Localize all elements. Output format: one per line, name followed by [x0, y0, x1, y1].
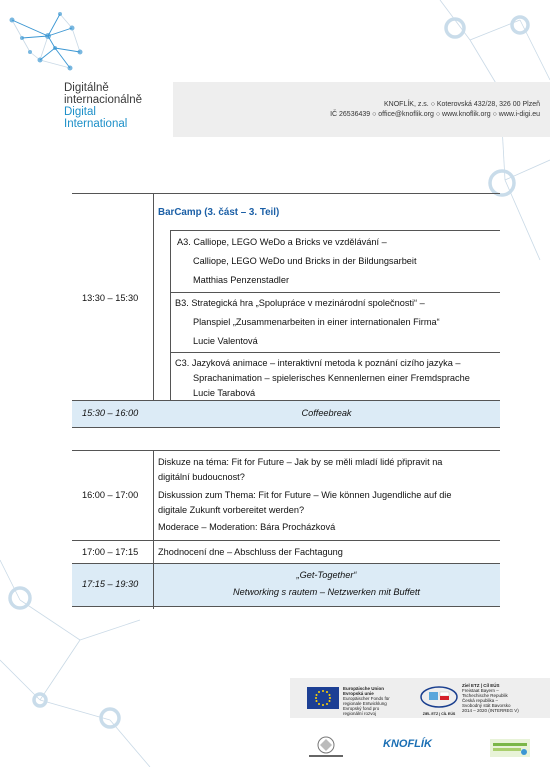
- discussion-rule-top: [72, 450, 500, 451]
- contact-ids: IČ 26536439 ○ office@knoflik.org ○ www.knoflik.org ○ www.i-digi.eu: [330, 111, 540, 118]
- session-rule-2: [170, 292, 500, 293]
- eu-line-2: Evropská unie: [343, 691, 374, 696]
- discussion-de-2: digitale Zukunft vorbereitet werden?: [158, 505, 305, 515]
- session-divider: [170, 230, 171, 400]
- eu-line-5: Evropský fond pro: [343, 706, 380, 711]
- ziel-text: [462, 683, 519, 713]
- together-subtitle: Networking s rautem – Netzwerken mit Buffett: [233, 587, 420, 597]
- session-b3-speaker: Lucie Valentová: [193, 336, 258, 346]
- barcamp-title: BarCamp (3. část – 3. Teil): [158, 207, 280, 218]
- together-title: „Get-Together“: [296, 570, 357, 580]
- session-a3-line2: Calliope, LEGO WeDo und Bricks in der Bildungsarbeit: [193, 256, 417, 266]
- session-c3-line2: Sprachanimation – spielerisches Kennenlernen einer Fremdsprache: [193, 373, 470, 383]
- time-column-divider: [153, 193, 154, 400]
- logo-line-2: internacionálně: [64, 94, 143, 106]
- table-rule-top: [72, 193, 500, 194]
- session-c3-line1: C3. Jazyková animace – interaktivní metoda k poznání cizího jazyka –: [175, 358, 461, 368]
- eu-line-6: regionální rozvoj: [343, 711, 377, 716]
- eu-flag-icon: [307, 687, 339, 709]
- closing-rule-top: [72, 540, 500, 541]
- eu-line-4: regionale Entwicklung: [343, 701, 387, 706]
- ziel-line-1: Ziel ETZ | Cíl EÚS: [462, 683, 500, 688]
- eu-line-3: Europäischer Fonds für: [343, 696, 390, 701]
- discussion-time: 16:00 – 17:00: [82, 490, 139, 500]
- discussion-moderator: Moderace – Moderation: Bára Procházková: [158, 522, 336, 532]
- contact-block: [330, 100, 540, 120]
- logo-line-4: International: [64, 118, 128, 130]
- barcamp-time: 13:30 – 15:30: [82, 293, 139, 303]
- logo-line-1: Digitálně: [64, 82, 109, 94]
- session-a3-speaker: Matthias Penzenstadler: [193, 275, 290, 285]
- partner-emblem-icon: [305, 735, 347, 759]
- ziel-line-5: Svobodný stát Bavorsko: [462, 703, 511, 708]
- logo-text: [64, 82, 142, 130]
- eu-line-1: Europäische Union: [343, 686, 385, 691]
- session-rule-1: [170, 230, 500, 231]
- knoflik-logo: KNOFLÍK: [383, 738, 432, 750]
- closing-time: 17:00 – 17:15: [82, 547, 139, 557]
- contact-address: KNOFLÍK, z.s. ○ Koterovská 432/28, 326 00 Plzeň: [384, 101, 540, 108]
- ziel-line-3: Tschechische Republik: [462, 693, 508, 698]
- logo-line-3: Digital: [64, 106, 96, 118]
- ziel-emblem-icon: [419, 683, 459, 711]
- ziel-line-6: 2014 – 2020 (INTERREG V): [462, 708, 519, 713]
- session-a3-line1: A3. Calliope, LEGO WeDo a Bricks ve vzdělávání –: [177, 237, 387, 247]
- ziel-line-2: Freistaat Bayern –: [462, 688, 499, 693]
- together-time: 17:15 – 19:30: [82, 579, 139, 589]
- partner-logo-green-icon: [490, 737, 530, 759]
- session-b3-line2: Planspiel „Zusammenarbeiten in einer internationalen Firma“: [193, 317, 440, 327]
- session-b3-line1: B3. Strategická hra „Spolupráce v mezinárodní společnosti“ –: [175, 298, 425, 308]
- discussion-cz-1: Diskuze na téma: Fit for Future – Jak by se měli mladí lidé připravit na: [158, 457, 443, 467]
- session-rule-3: [170, 352, 500, 353]
- eu-text: [343, 686, 390, 716]
- discussion-cz-2: digitální budoucnost?: [158, 472, 245, 482]
- ziel-logo: [419, 683, 459, 716]
- ziel-line-4: Česká republika –: [462, 698, 499, 703]
- discussion-de-1: Diskussion zum Thema: Fit for Future – Wie können Jugendliche auf die: [158, 490, 452, 500]
- coffee-time: 15:30 – 16:00: [82, 408, 139, 418]
- session-c3-speaker: Lucie Tarabová: [193, 388, 256, 398]
- coffee-label: Coffeebreak: [301, 408, 352, 418]
- closing-label: Zhodnocení dne – Abschluss der Fachtagung: [158, 547, 343, 557]
- ziel-label: ZIEL ETZ | CÍL EÚS: [422, 712, 456, 716]
